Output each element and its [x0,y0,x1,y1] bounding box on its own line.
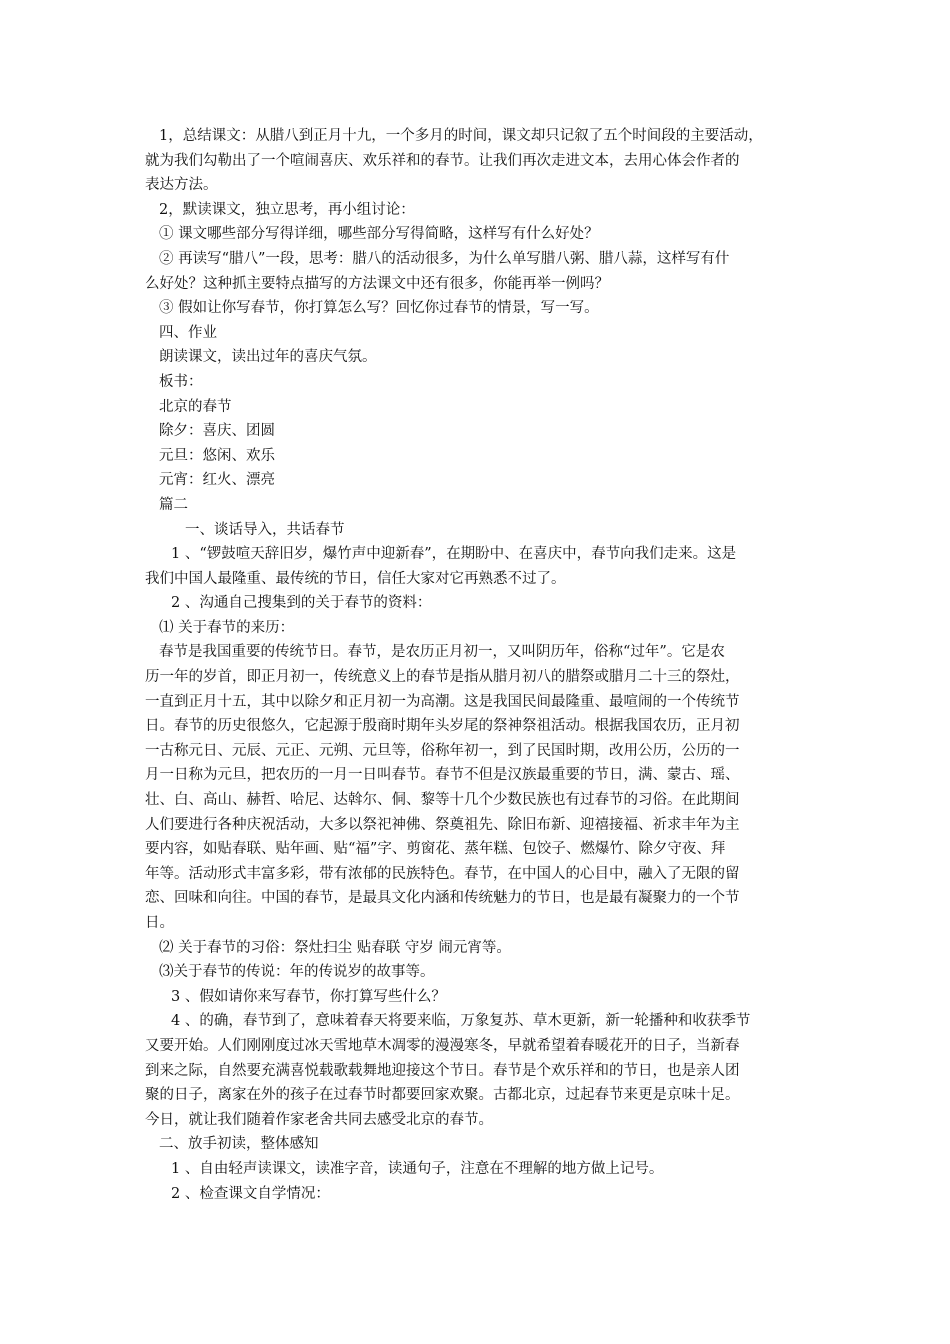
text-line: 今日，就让我们随着作家老舍共同去感受北京的春节。 [145,1111,493,1128]
text-line: 日。 [145,915,174,931]
text-line: 月一日称为元旦，把农历的一月一日叫春节。春节不但是汉族最重要的节日，满、蒙古、瑶、 [145,767,740,784]
text-line: 壮、白、高山、赫哲、哈尼、达斡尔、侗、黎等十几个少数民族也有过春节的习俗。在此期间 [145,792,740,809]
text-line: ② 再读写“腊八”一段，思考：腊八的活动很多，为什么单写腊八粥、腊八蒜，这样写有什 [159,250,730,267]
text-line: 一古称元日、元辰、元正、元朔、元旦等，俗称年初一，到了民国时期，改用公历，公历的一 [145,742,740,759]
text-line: 表达方法。 [145,177,218,194]
text-line: 1 、自由轻声读课文，读准字音，读通句子，注意在不理解的地方做上记号。 [171,1160,664,1177]
text-line: 一、谈话导入，共话春节 [185,521,345,538]
text-line: 又要开始。人们刚刚度过冰天雪地草木凋零的漫漫寒冬，早就希望着春暖花开的日子，当新春 [145,1037,740,1054]
text-line: 我们中国人最隆重、最传统的节日，信任大家对它再熟悉不过了。 [145,570,566,587]
text-line: 4 、的确，春节到了，意味着春天将要来临，万象复苏、草木更新，新一轮播种和收获季节 [171,1013,751,1030]
text-line: 么好处？这种抓主要特点描写的方法课文中还有很多，你能再举一例吗？ [145,275,609,292]
text-line: 一直到正月十五，其中以除夕和正月初一为高潮。这是我国民间最隆重、最喧闹的一个传统节 [145,693,740,710]
text-line: 板书： [159,373,203,390]
document-body [145,124,810,1206]
text-line: 元旦：悠闲、欢乐 [159,447,275,464]
text-line: ① 课文哪些部分写得详细，哪些部分写得简略，这样写有什么好处？ [159,226,599,243]
text-line: 3 、假如请你来写春节，你打算写些什么？ [171,988,446,1005]
text-line: 日。春节的历史很悠久，它起源于殷商时期年头岁尾的祭神祭祖活动。根据我国农历，正月初 [145,718,740,735]
text-line: 春节是我国重要的传统节日。春节，是农历正月初一，又叫阴历年，俗称“过年”。它是农 [159,644,725,661]
text-line: 北京的春节 [159,398,232,415]
text-line: 朗读课文，读出过年的喜庆气氛。 [159,349,377,366]
text-line: 历一年的岁首，即正月初一，传统意义上的春节是指从腊月初八的腊祭或腊月二十三的祭灶， [145,669,740,686]
text-line: 到来之际，自然要充满喜悦载歌载舞地迎接这个节日。春节是个欢乐祥和的节日，也是亲人团 [145,1062,740,1079]
text-line: 人们要进行各种庆祝活动，大多以祭祀神佛、祭奠祖先、除旧布新、迎禧接福、祈求丰年为主 [145,816,740,833]
text-line: 年等。活动形式丰富多彩，带有浓郁的民族特色。春节，在中国人的心目中，融入了无限的留 [145,865,740,882]
text-line: 聚的日子，离家在外的孩子在过春节时都要回家欢聚。古都北京，过起春节来更是京味十足。 [145,1087,740,1104]
text-line: 就为我们勾勒出了一个喧闹喜庆、欢乐祥和的春节。让我们再次走进文本，去用心体会作者的 [145,152,740,169]
text-line: 二、放手初读，整体感知 [159,1136,319,1153]
text-line: 2 、检查课文自学情况： [171,1185,330,1202]
text-line: 1 、“锣鼓喧天辞旧岁，爆竹声中迎新春”，在期盼中、在喜庆中，春节向我们走来。这是 [171,546,737,563]
text-line: 元宵：红火、漂亮 [159,472,275,489]
text-line: ⑵ 关于春节的习俗：祭灶扫尘 贴春联 守岁 闹元宵等。 [159,939,511,956]
text-line: 2，默读课文，独立思考，再小组讨论： [159,201,415,218]
text-line: ⑶关于春节的传说：年的传说岁的故事等。 [159,964,435,981]
text-line: 除夕：喜庆、团圆 [159,423,275,440]
text-line: 篇二 [159,496,188,513]
text-line: ⑴ 关于春节的来历： [159,619,295,636]
text-line: 1，总结课文：从腊八到正月十九，一个多月的时间，课文却只记叙了五个时间段的主要活动， [159,128,763,144]
text-line: ③ 假如让你写春节，你打算怎么写？回忆你过春节的情景，写一写。 [159,300,599,317]
text-line: 恋、回味和向往。中国的春节，是最具文化内涵和传统魅力的节日，也是最有凝聚力的一个节 [145,890,740,907]
text-line: 2 、沟通自己搜集到的关于春节的资料： [171,595,432,612]
text-line: 要内容，如贴春联、贴年画、贴“福”字、剪窗花、蒸年糕、包饺子、燃爆竹、除夕守夜、拜 [145,841,726,858]
text-line: 四、作业 [159,324,217,341]
